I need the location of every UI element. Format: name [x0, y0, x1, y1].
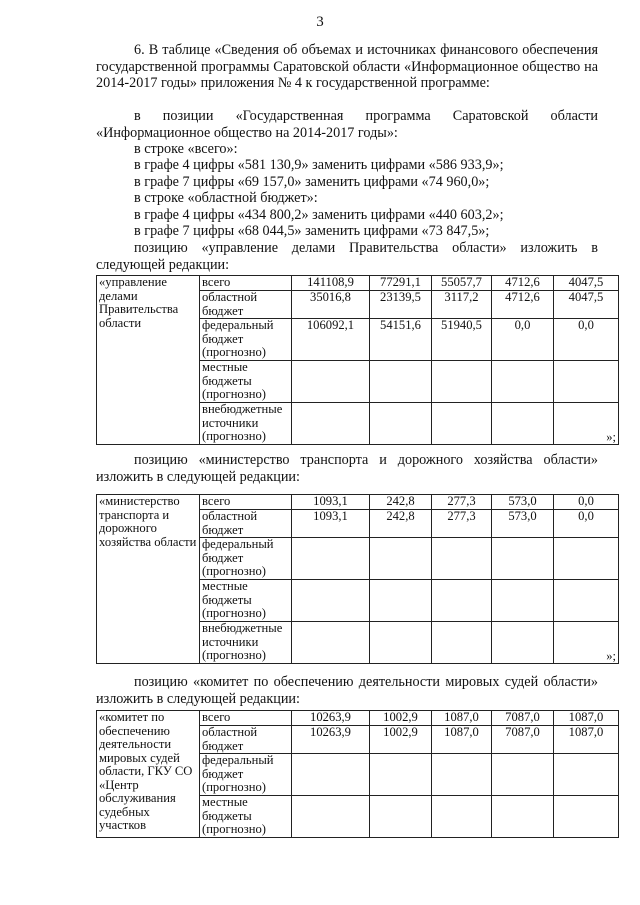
table-row	[97, 276, 619, 291]
source-cell: областной бюджет	[200, 510, 292, 538]
table1-caption: позицию «управление делами Правительства области» изложить в следующей редакции:	[96, 240, 598, 273]
value-cell: 573,0	[492, 495, 554, 510]
org-cell: «комитет по обеспечению деятельности мировых судей области, ГКУ СО «Центр обслуживания судебных участков	[97, 711, 200, 838]
value-cell: 141108,9	[292, 276, 370, 291]
source-cell: местные бюджеты (прогнозно)	[200, 361, 292, 403]
change-line: в графе 7 цифры «68 044,5» заменить цифрами «73 847,5»;	[134, 223, 490, 239]
value-cell: 10263,9	[292, 711, 370, 726]
value-cell: 10263,9	[292, 726, 370, 754]
change-line: в строке «областной бюджет»:	[134, 190, 318, 206]
source-cell: местные бюджеты (прогнозно)	[200, 580, 292, 622]
change-line: в строке «всего»:	[134, 141, 238, 157]
source-cell: местные бюджеты (прогнозно)	[200, 796, 292, 838]
value-cell: 0,0	[554, 510, 619, 538]
source-cell: областной бюджет	[200, 726, 292, 754]
value-cell: 7087,0	[492, 726, 554, 754]
source-cell: федеральный бюджет (прогнозно)	[200, 319, 292, 361]
value-cell: 55057,7	[432, 276, 492, 291]
table-magistrates-committee	[96, 710, 619, 838]
value-cell: 35016,8	[292, 291, 370, 319]
table2-caption: позицию «министерство транспорта и дорожного хозяйства области» изложить в следующей редакции:	[96, 452, 598, 485]
table3-caption: позицию «комитет по обеспечению деятельности мировых судей области» изложить в следующей редакции:	[96, 674, 598, 707]
value-cell: 0,0	[554, 495, 619, 510]
table-row	[97, 711, 619, 726]
change-line: в графе 7 цифры «69 157,0» заменить цифрами «74 960,0»;	[134, 174, 490, 190]
page-number: 3	[316, 14, 324, 30]
source-cell: федеральный бюджет (прогнозно)	[200, 538, 292, 580]
value-cell: 0,0	[554, 319, 619, 361]
source-cell: внебюджетные источники (прогнозно)	[200, 622, 292, 664]
value-cell: 51940,5	[432, 319, 492, 361]
value-cell: 4712,6	[492, 276, 554, 291]
position-paragraph: в позиции «Государственная программа Саратовской области «Информационное общество на 2014-2017 годы»:	[96, 108, 598, 141]
table-row	[97, 495, 619, 510]
value-cell: 1002,9	[370, 711, 432, 726]
change-line: в графе 4 цифры «581 130,9» заменить цифрами «586 933,9»;	[134, 157, 504, 173]
value-cell: 1087,0	[432, 711, 492, 726]
value-cell: 3117,2	[432, 291, 492, 319]
value-cell: 1087,0	[554, 726, 619, 754]
value-cell: 23139,5	[370, 291, 432, 319]
value-cell: 277,3	[432, 510, 492, 538]
value-cell: 7087,0	[492, 711, 554, 726]
org-cell: «министерство транспорта и дорожного хозяйства области	[97, 495, 200, 664]
value-cell: 242,8	[370, 510, 432, 538]
value-cell: 0,0	[492, 319, 554, 361]
org-cell: «управление делами Правительства области	[97, 276, 200, 445]
table-transport-ministry	[96, 494, 619, 664]
source-cell: внебюджетные источники (прогнозно)	[200, 403, 292, 445]
value-cell: 54151,6	[370, 319, 432, 361]
closing-quote: »;	[554, 622, 619, 664]
value-cell: 4047,5	[554, 276, 619, 291]
intro-paragraph: 6. В таблице «Сведения об объемах и источниках финансового обеспечения государственной программы Саратовской области «Информационное общество на 2014-2017 годы» приложения № 4 к государственной программе:	[96, 42, 598, 92]
value-cell: 1002,9	[370, 726, 432, 754]
value-cell: 1087,0	[432, 726, 492, 754]
value-cell: 106092,1	[292, 319, 370, 361]
value-cell: 4712,6	[492, 291, 554, 319]
source-cell: всего	[200, 495, 292, 510]
value-cell: 4047,5	[554, 291, 619, 319]
value-cell: 573,0	[492, 510, 554, 538]
source-cell: всего	[200, 711, 292, 726]
value-cell: 1093,1	[292, 510, 370, 538]
value-cell: 77291,1	[370, 276, 432, 291]
source-cell: федеральный бюджет (прогнозно)	[200, 754, 292, 796]
value-cell: 1093,1	[292, 495, 370, 510]
value-cell: 277,3	[432, 495, 492, 510]
closing-quote: »;	[554, 403, 619, 445]
source-cell: областной бюджет	[200, 291, 292, 319]
source-cell: всего	[200, 276, 292, 291]
table-management-affairs	[96, 275, 619, 445]
value-cell: 1087,0	[554, 711, 619, 726]
value-cell: 242,8	[370, 495, 432, 510]
change-line: в графе 4 цифры «434 800,2» заменить цифрами «440 603,2»;	[134, 207, 504, 223]
